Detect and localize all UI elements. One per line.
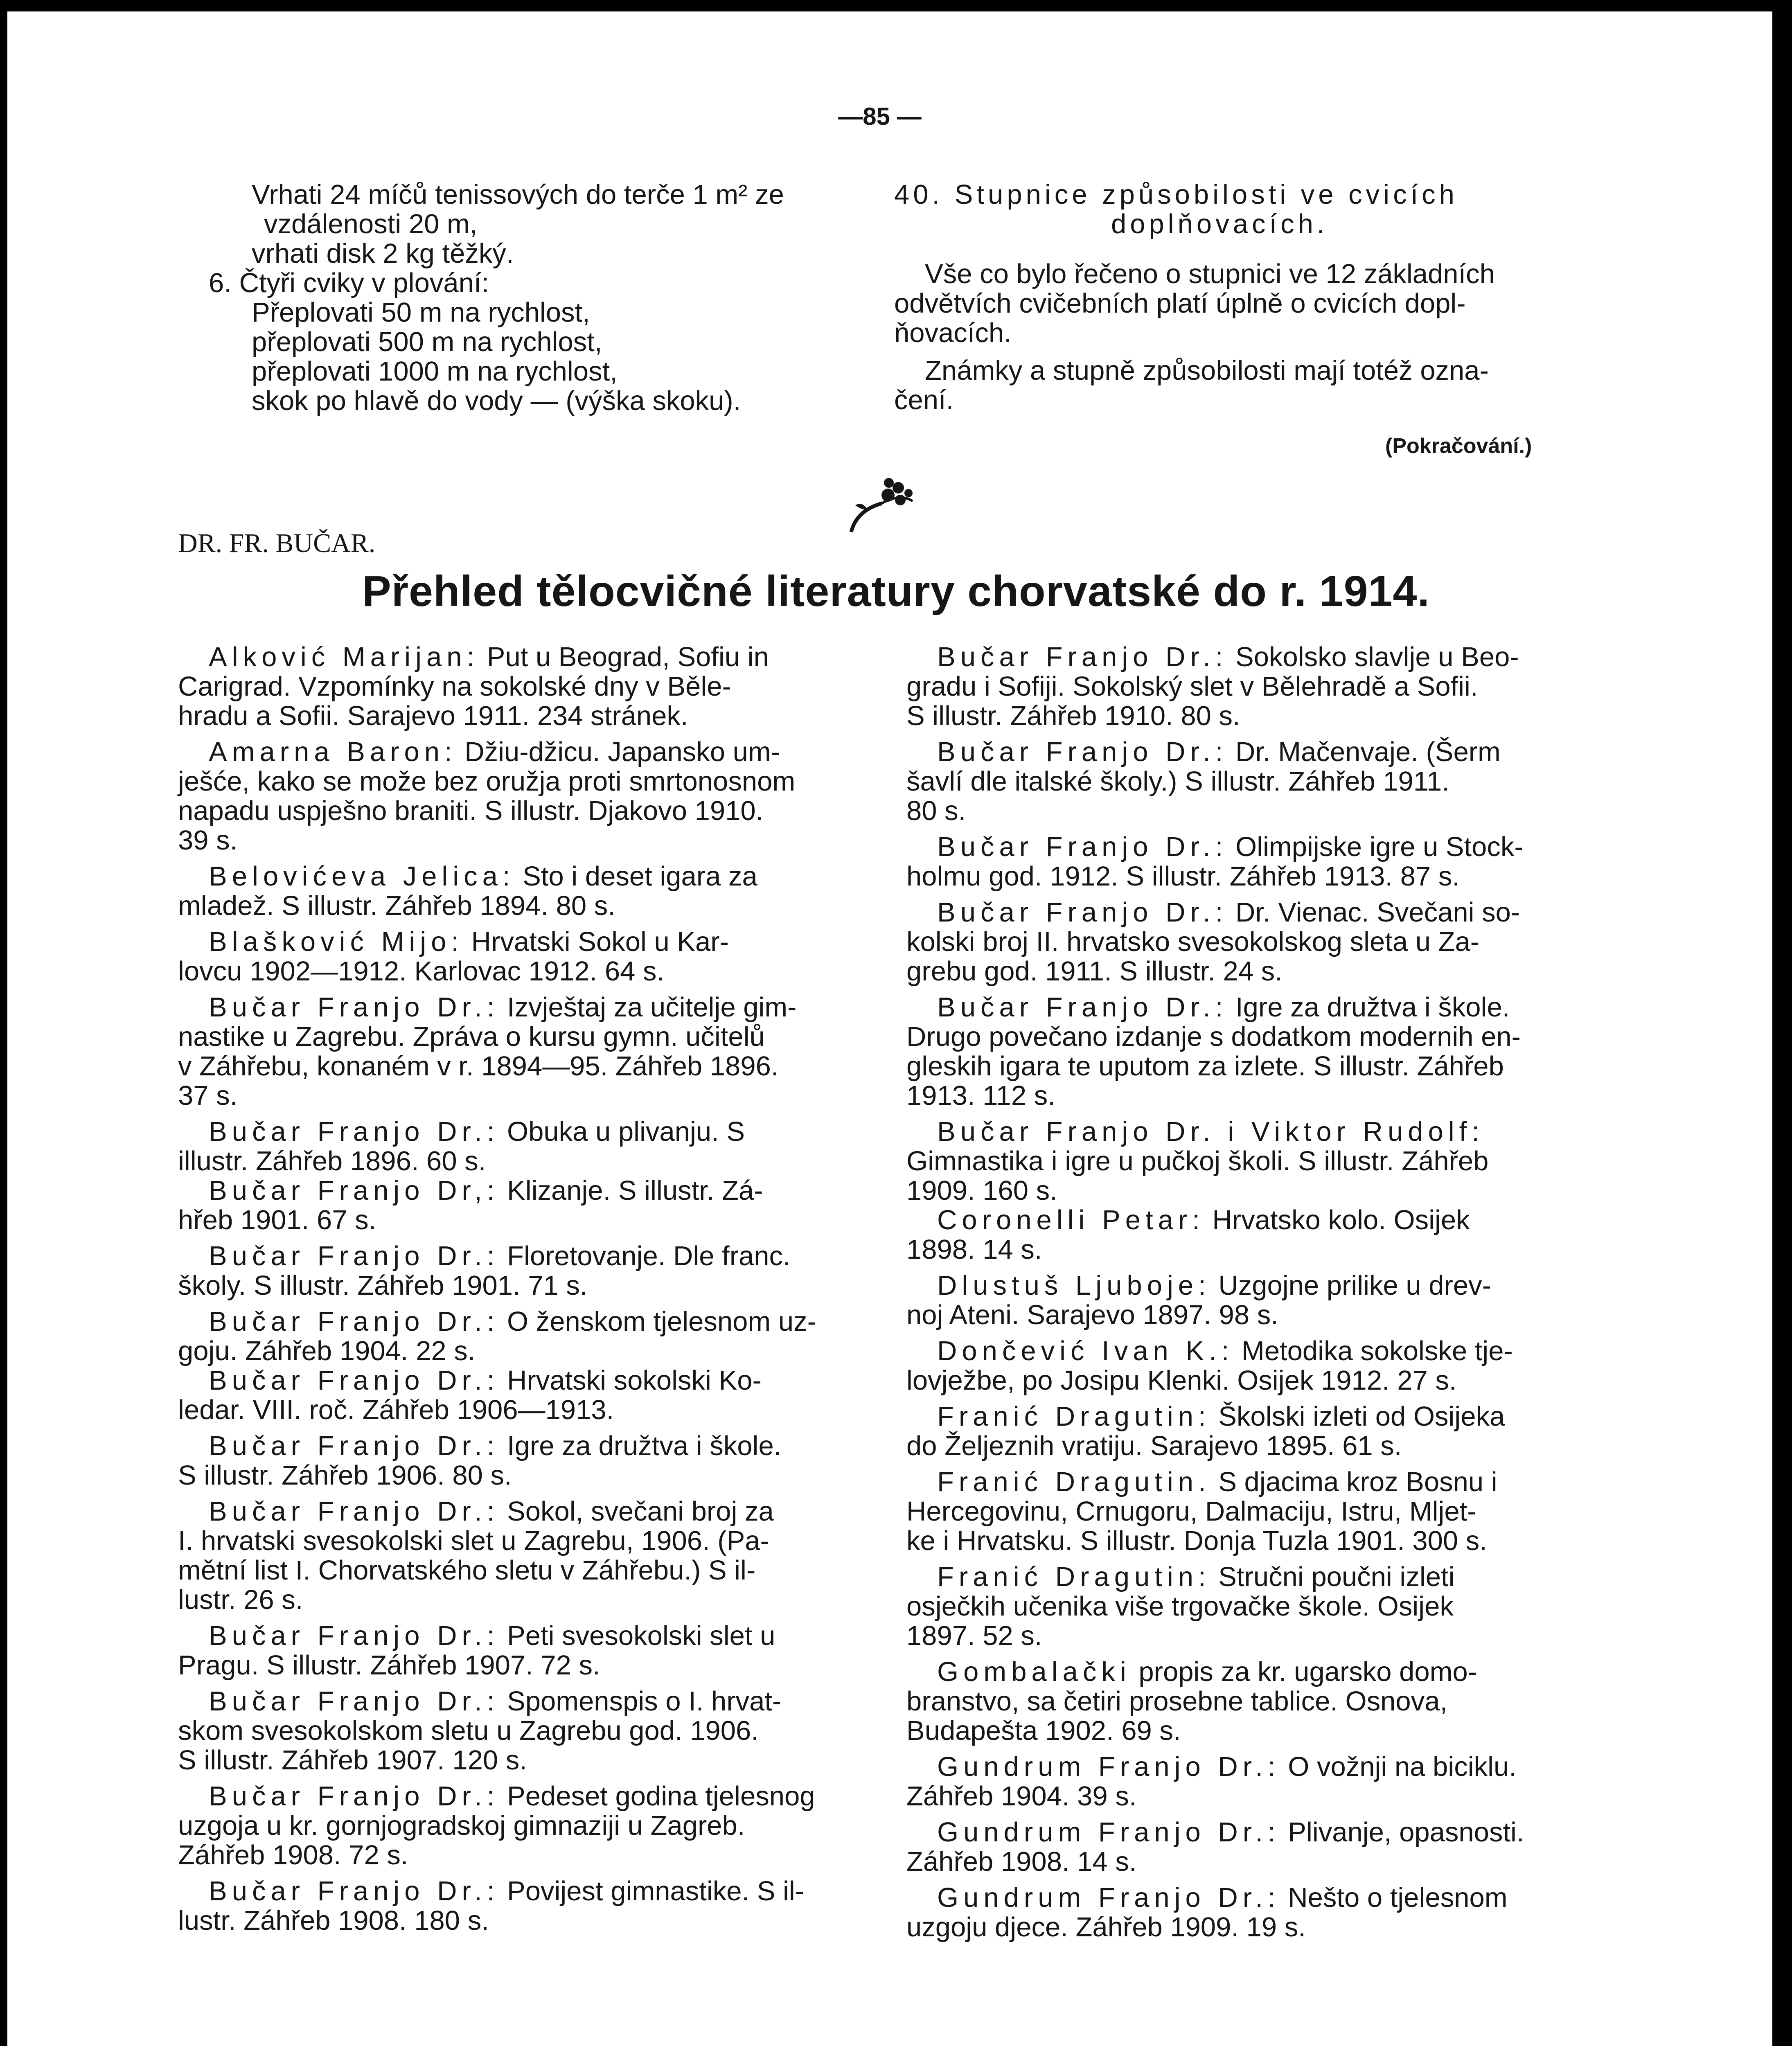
text-line: 39 s. [178,825,238,856]
entry-text: Igre za družtva i škole. [1228,992,1510,1023]
text-line: Hercegovinu, Crnugoru, Dalmaciju, Istru, Mljet- [906,1496,1476,1527]
text-line: školy. S illustr. Záhřeb 1901. 71 s. [178,1270,588,1301]
entry-author: Bučar Franjo Dr.: [209,992,500,1023]
text-line: ledar. VIII. roč. Záhřeb 1906—1913. [178,1395,614,1425]
bibliography-entry [906,1818,1602,1877]
text-line: Vše co bylo řečeno o stupnici ve 12 základních [925,259,1495,289]
entry-author: Gombalački [937,1656,1131,1687]
text-line [178,1366,874,1395]
text-line: ješće, kako se može bez oružja proti smrtonosnom [178,766,796,797]
text-line: S illustr. Záhřeb 1906. 80 s. [178,1460,512,1491]
text-line: 1913. 112 s. [906,1080,1055,1111]
article-title: Přehled tělocvičné literatury chorvatské do r. 1914. [362,567,1430,615]
text-line [906,642,1602,672]
text-line: uzgoju djece. Záhřeb 1909. 19 s. [906,1912,1306,1942]
article-author: DR. FR. BUČAR. [178,528,376,558]
left-column [178,642,874,1936]
text-line [178,1621,874,1651]
text-line: 1897. 52 s. [906,1620,1042,1651]
text-line: hřeb 1901. 67 s. [178,1205,376,1235]
text-line: napadu uspješno braniti. S illustr. Djakovo 1910. [178,795,764,826]
entry-author: Bučar Franjo Dr.: [209,1876,500,1906]
entry-text: Povijest gimnastike. S il- [499,1876,805,1906]
text-line: Záhřeb 1904. 39 s. [906,1781,1137,1812]
text-line: noj Ateni. Sarajevo 1897. 98 s. [906,1300,1278,1330]
entry-author: Gundrum Franjo Dr.: [937,1817,1280,1848]
text-line: 1909. 160 s. [906,1175,1057,1206]
text-line: kolski broj II. hrvatsko svesokolskog sleta u Za- [906,926,1480,957]
bibliography-entry [178,1307,874,1366]
text-line: Vrhati 24 míčů tenissových do terče 1 m² ze [252,179,784,210]
entry-author: Bučar Franjo Dr.: [937,831,1228,862]
text-line [906,832,1602,862]
entry-author: Gundrum Franjo Dr.: [937,1882,1280,1913]
text-line: uzgoja u kr. gornjogradskoj gimnaziji u Zagreb. [178,1810,745,1841]
bibliography-entry [906,1271,1602,1330]
text-line: přeplovati 500 m na rychlost, [252,327,602,357]
text-line: illustr. Záhřeb 1896. 60 s. [178,1146,486,1176]
text-line: 6. Čtyři cviky v plování: [209,268,489,298]
text-line [178,1176,874,1206]
entry-author: Bučar Franjo Dr.: [209,1496,500,1527]
bibliography-entry [906,1402,1602,1461]
entry-text: Hrvatski Sokol u Kar- [464,926,729,957]
text-line [178,862,874,891]
text-line [178,1687,874,1716]
bibliography-entry [178,1242,874,1300]
entry-author: Coronelli Petar: [937,1205,1205,1235]
bibliography-entry [906,898,1602,986]
text-line: Přeplovati 50 m na rychlost, [252,297,590,328]
page-number: —85 — [838,103,922,130]
text-line: Drugo povečano izdanje s dodatkom modernih en- [906,1021,1521,1052]
text-line: gradu i Sofiji. Sokolský slet v Bělehradě a Sofii. [906,671,1478,702]
entry-text: Uzgojne prilike u drev- [1210,1270,1491,1301]
text-line [178,993,874,1022]
entry-author: Bučar Franjo Dr.: [209,1116,500,1147]
bibliography-entry [906,1206,1602,1264]
text-line [178,1117,874,1147]
text-line [906,1883,1602,1913]
entry-author: Bučar Franjo Dr.: [209,1781,500,1812]
text-line [906,1206,1602,1235]
entry-text: Džiu-džicu. Japansko um- [457,737,780,767]
text-line: holmu god. 1912. S illustr. Záhřeb 1913. 87 s. [906,861,1460,892]
text-line: S illustr. Záhřeb 1907. 120 s. [178,1745,527,1776]
text-line [906,1562,1602,1592]
entry-text: Sokolsko slavlje u Beo- [1228,642,1519,672]
bibliography-entry [178,642,874,731]
text-line [906,1657,1602,1687]
text-line: lustr. Záhřeb 1908. 180 s. [178,1905,489,1936]
entry-author: Belovićeva Jelica: [209,861,515,892]
text-line [906,1271,1602,1300]
entry-text: Dr. Vienac. Svečani so- [1228,897,1520,928]
text-line: Budapešta 1902. 69 s. [906,1715,1181,1746]
text-line: do Željeznih vratiju. Sarajevo 1895. 61 s. [906,1431,1402,1461]
text-line [906,898,1602,927]
bibliography-entry [906,1467,1602,1556]
text-line: v Záhřebu, konaném v r. 1894—95. Záhřeb 1896. [178,1051,779,1082]
entry-author: Amarna Baron: [209,737,457,767]
text-line [906,1336,1602,1366]
text-line [178,927,874,957]
text-line [906,1467,1602,1497]
entry-author: Dlustuš Ljuboje: [937,1270,1211,1301]
entry-text: O ženskom tjelesnom uz- [499,1306,816,1337]
flower-ornament-icon [843,471,917,536]
text-line: I. hrvatski svesokolski slet u Zagrebu, 1906. (Pa- [178,1525,769,1556]
text-line [906,737,1602,767]
scan-border-right [1772,0,1792,2046]
entry-author: Bučar Franjo Dr.: [937,737,1228,767]
continued-note: (Pokračování.) [1385,434,1532,458]
entry-text: Pedeset godina tjelesnog [499,1781,815,1812]
bibliography-entry [178,1782,874,1870]
entry-text: Dr. Mačenvaje. (Šerm [1228,737,1501,767]
entry-text: Olimpijske igre u Stock- [1228,831,1524,862]
text-line: 80 s. [906,795,966,826]
entry-author: Blašković Mijo: [209,926,464,957]
entry-text: Sokol, svečani broj za [499,1496,774,1527]
text-line: skok po hlavě do vody — (výška skoku). [252,385,741,416]
bibliography-entry [178,1366,874,1425]
text-line: ňovacích. [894,318,1012,348]
entry-author: Bučar Franjo Dr.: [209,1365,500,1396]
scan-border-top [0,0,1792,11]
bibliography-entry [178,1117,874,1176]
entry-text: Obuka u plivanju. S [499,1116,745,1147]
section-heading: doplňovacích. [1111,209,1328,239]
entry-author: Alković Marijan: [209,642,480,672]
entry-text: Hrvatsko kolo. Osijek [1204,1205,1470,1235]
text-line: Záhřeb 1908. 14 s. [906,1846,1137,1877]
entry-author: Bučar Franjo Dr.: [937,992,1228,1023]
entry-author: Dončević Ivan K.: [937,1336,1234,1366]
text-line: přeplovati 1000 m na rychlost, [252,356,618,387]
text-line [906,1402,1602,1431]
text-line [178,1877,874,1906]
text-line: mladež. S illustr. Záhřeb 1894. 80 s. [178,890,615,921]
text-line: vrhati disk 2 kg těžký. [252,238,514,269]
entry-text: S djacima kroz Bosnu i [1210,1467,1497,1497]
text-line: čení. [894,385,954,415]
top-right-block [894,180,1590,415]
entry-text: Klizanje. S illustr. Zá- [499,1175,763,1206]
entry-author: Bučar Franjo Dr. i Viktor Rudolf: [937,1116,1484,1147]
text-line: lovježbe, po Josipu Klenki. Osijek 1912. 27 s. [906,1365,1457,1396]
text-line: mětní list I. Chorvatského sletu v Záhřebu.) S il- [178,1555,756,1586]
text-line: šavlí dle italské školy.) S illustr. Záhřeb 1911. [906,766,1449,797]
bibliography-entry [906,1336,1602,1395]
entry-text: Stručni poučni izleti [1210,1562,1455,1592]
entry-author: Franić Dragutin: [937,1562,1211,1592]
entry-text: Metodika sokolske tje- [1234,1336,1513,1366]
bibliography-entry [178,927,874,986]
entry-author: Bučar Franjo Dr.: [937,642,1228,672]
entry-author: Bučar Franjo Dr,: [209,1175,500,1206]
entry-text: Put u Beograd, Sofiu in [479,642,769,672]
bibliography-entry [906,993,1602,1111]
text-line: lustr. 26 s. [178,1584,303,1615]
text-line [178,1307,874,1336]
text-line [906,1752,1602,1782]
entry-author: Bučar Franjo Dr.: [209,1620,500,1651]
bibliography-entry [178,1877,874,1936]
entry-text: Igre za družtva i škole. [499,1431,782,1461]
bibliography-entry [178,993,874,1111]
entry-text: Spomenspis o I. hrvat- [499,1686,782,1717]
text-line: Pragu. S illustr. Záhřeb 1907. 72 s. [178,1650,600,1681]
text-line [906,1818,1602,1847]
entry-author: Bučar Franjo Dr.: [209,1431,500,1461]
text-line: 37 s. [178,1080,238,1111]
bibliography-entry [178,1176,874,1235]
bibliography-entry [906,1117,1602,1206]
text-line: ke i Hrvatsku. S illustr. Donja Tuzla 1901. 300 s. [906,1525,1487,1556]
text-line [178,1242,874,1271]
entry-author: Franić Dragutin. [937,1467,1211,1497]
entry-text: propis za kr. ugarsko domo- [1131,1656,1477,1687]
entry-author: Gundrum Franjo Dr.: [937,1751,1280,1782]
text-line: S illustr. Záhřeb 1910. 80 s. [906,701,1240,731]
text-line: hradu a Sofii. Sarajevo 1911. 234 stránek. [178,701,688,731]
bibliography-entry [178,1687,874,1775]
bibliography-entry [178,1497,874,1615]
text-line [906,1117,1602,1147]
text-line: 1898. 14 s. [906,1234,1042,1265]
text-line: lovcu 1902—1912. Karlovac 1912. 64 s. [178,956,665,987]
bibliography-entry [178,1621,874,1680]
entry-author: Bučar Franjo Dr.: [209,1241,500,1271]
entry-text: Hrvatski sokolski Ko- [499,1365,762,1396]
bibliography-entry [906,1562,1602,1651]
bibliography-entry [178,1431,874,1490]
top-left-block [209,179,784,416]
bibliography-entry [906,1883,1602,1942]
entry-text: O vožnji na biciklu. [1280,1751,1517,1782]
bibliography-entry [906,832,1602,891]
text-line: odvětvích cvičebních platí úplně o cvicích dopl- [894,288,1466,319]
text-line: goju. Záhřeb 1904. 22 s. [178,1336,476,1366]
entry-text: Plivanje, opasnosti. [1280,1817,1524,1848]
entry-text: Nešto o tjelesnom [1280,1882,1508,1913]
bibliography-entry [906,737,1602,826]
bibliography-entry [906,642,1602,731]
text-line: Gimnastika i igre u pučkoj školi. S illustr. Záhřeb [906,1146,1489,1176]
text-line: Záhřeb 1908. 72 s. [178,1840,408,1870]
entry-text: Floretovanje. Dle franc. [499,1241,791,1271]
text-line [906,993,1602,1022]
text-line [178,1497,874,1526]
text-line [178,1431,874,1461]
text-line: nastike u Zagrebu. Zpráva o kursu gymn. učitelů [178,1021,765,1052]
text-line: gleskih igara te uputom za izlete. S illustr. Záhřeb [906,1051,1504,1082]
text-line [178,737,874,767]
entry-author: Franić Dragutin: [937,1401,1211,1432]
entry-text: Školski izleti od Osijeka [1210,1401,1505,1432]
entry-author: Bučar Franjo Dr.: [209,1686,500,1717]
bibliography-entry [906,1657,1602,1746]
right-column [906,642,1602,1942]
bibliography-entry [178,737,874,855]
entry-text: Sto i deset igara za [515,861,757,892]
text-line [178,642,874,672]
text-line: branstvo, sa četiri prosebne tablice. Osnova, [906,1686,1448,1717]
text-line: vzdálenosti 20 m, [264,209,478,239]
text-line: grebu god. 1911. S illustr. 24 s. [906,956,1283,987]
section-heading: 40. Stupnice způsobilosti ve cvicích [894,179,1458,210]
entry-author: Bučar Franjo Dr.: [209,1306,500,1337]
text-line: osječkih učenika više trgovačke škole. Osijek [906,1591,1454,1622]
text-line: skom svesokolskom sletu u Zagrebu god. 1906. [178,1715,759,1746]
bibliography-entry [906,1752,1602,1811]
bibliography-entry [178,862,874,921]
entry-text: Peti svesokolski slet u [499,1620,775,1651]
text-line: Carigrad. Vzpomínky na sokolské dny v Běle- [178,671,731,702]
text-line [178,1782,874,1811]
text-line: Známky a stupně způsobilosti mají totéž ozna- [925,355,1489,386]
scan-border-left [0,0,7,2046]
entry-text: Izvještaj za učitelje gim- [499,992,797,1023]
entry-author: Bučar Franjo Dr.: [937,897,1228,928]
